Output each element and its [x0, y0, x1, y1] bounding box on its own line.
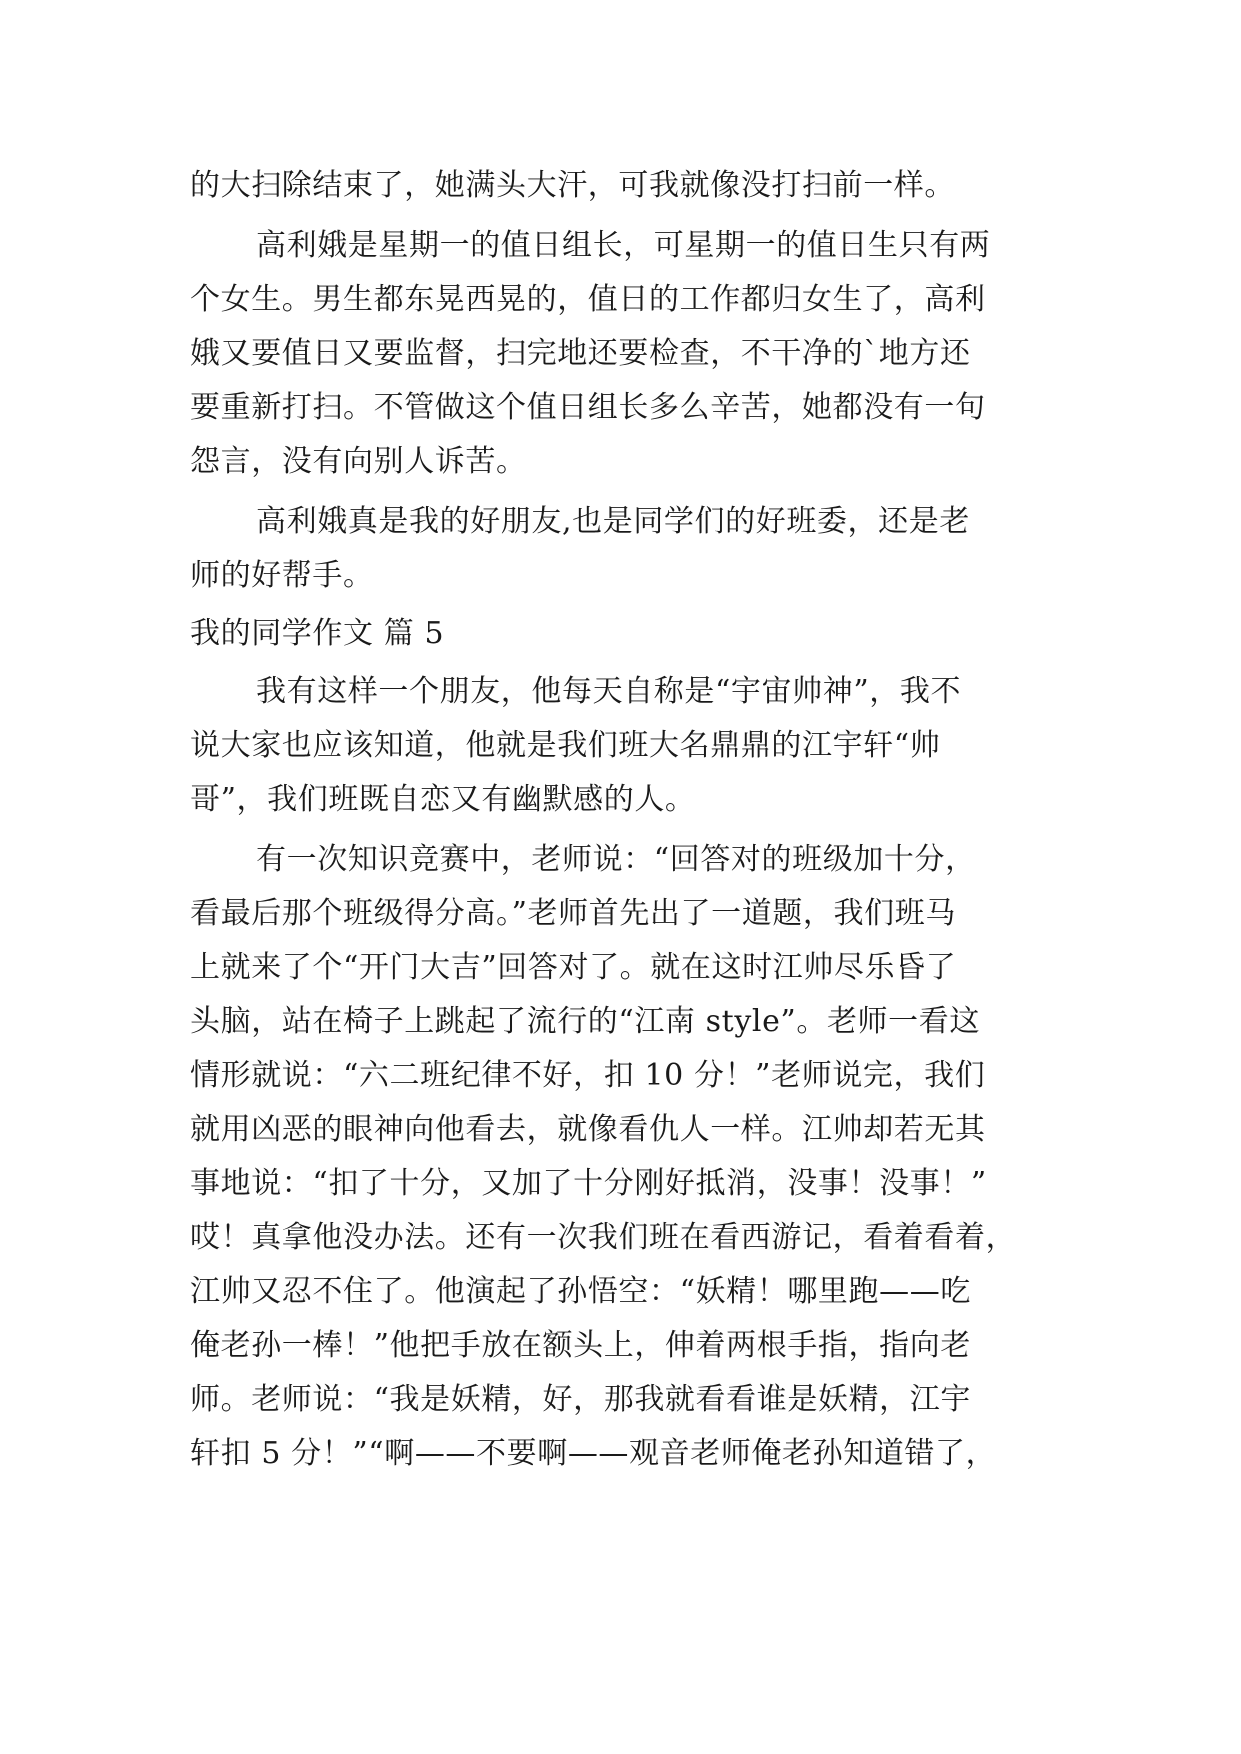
- paragraph-first-line: 高利娥是星期一的值日组长，可星期一的值日生只有两: [256, 228, 991, 263]
- text-line: 哥”，我们班既自恋又有幽默感的人。: [190, 782, 696, 817]
- text-line: 事地说：“扣了十分，又加了十分刚好抵消，没事！没事！”: [190, 1166, 987, 1201]
- text-line: 俺老孙一棒！”他把手放在额头上，伸着两根手指，指向老: [190, 1328, 971, 1363]
- text-line: 头脑，站在椅子上跳起了流行的“江南 style”。老师一看这: [190, 1004, 980, 1039]
- text-line: 师。老师说：“我是妖精，好，那我就看看谁是妖精，江宇: [190, 1382, 971, 1417]
- text-line: 的大扫除结束了，她满头大汗，可我就像没打扫前一样。: [190, 168, 955, 203]
- text-line: 情形就说：“六二班纪律不好，扣 10 分！”老师说完，我们: [190, 1058, 986, 1093]
- text-line: 哎！真拿他没办法。还有一次我们班在看西游记，看着看着，: [190, 1220, 1017, 1255]
- text-line: 怨言，没有向别人诉苦。: [190, 444, 527, 479]
- paragraph-first-line: 高利娥真是我的好朋友,也是同学们的好班委，还是老: [256, 504, 970, 539]
- text-line: 说大家也应该知道，他就是我们班大名鼎鼎的江宇轩“帅: [190, 728, 941, 763]
- paragraph-first-line: 我有这样一个朋友，他每天自称是“宇宙帅神”，我不: [256, 674, 962, 709]
- text-line: 师的好帮手。: [190, 558, 374, 593]
- text-line: 就用凶恶的眼神向他看去，就像看仇人一样。江帅却若无其: [190, 1112, 986, 1147]
- text-line: 娥又要值日又要监督，扫完地还要检查，不干净的`地方还: [190, 336, 971, 371]
- text-line: 轩扣 5 分！”“啊——不要啊——观音老师俺老孙知道错了，: [190, 1436, 997, 1471]
- text-line: 上就来了个“开门大吉”回答对了。就在这时江帅尽乐昏了: [190, 950, 957, 985]
- text-line: 要重新打扫。不管做这个值日组长多么辛苦，她都没有一句: [190, 390, 986, 425]
- paragraph-first-line: 有一次知识竞赛中，老师说：“回答对的班级加十分，: [256, 842, 976, 877]
- text-line: 江帅又忍不住了。他演起了孙悟空：“妖精！哪里跑——吃: [190, 1274, 971, 1309]
- text-line: 个女生。男生都东晃西晃的，值日的工作都归女生了，高利: [190, 282, 986, 317]
- text-line: 看最后那个班级得分高。”老师首先出了一道题，我们班马: [190, 896, 956, 931]
- section-heading: 我的同学作文 篇 5: [190, 616, 445, 651]
